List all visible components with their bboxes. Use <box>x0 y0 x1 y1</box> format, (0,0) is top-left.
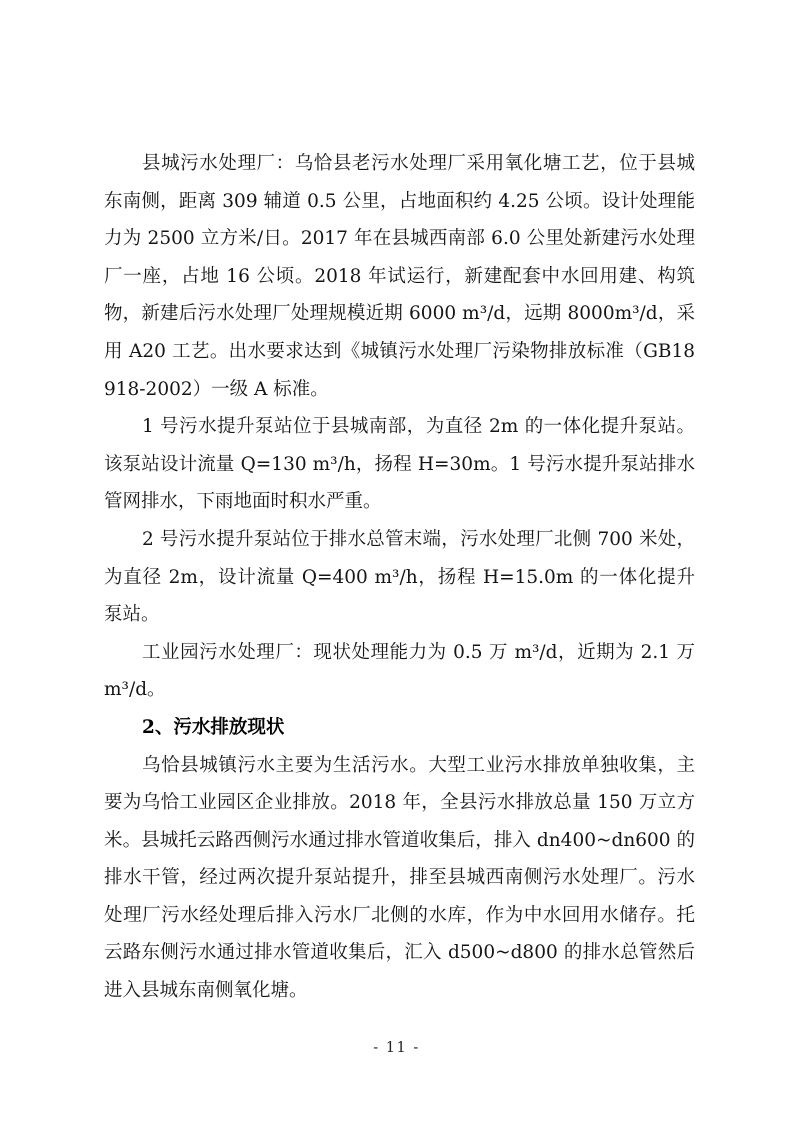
paragraph-industrial-park-wwtp: 工业园污水处理厂：现状处理能力为 0.5 万 m³/d，近期为 2.1 万 m³/d。 <box>104 641 695 701</box>
paragraph-pump-station-1: 1 号污水提升泵站位于县城南部，为直径 2m 的一体化提升泵站。该泵站设计流量 Q=130 m³/h，扬程 H=30m。1 号污水提升泵站排水管网排水，下雨地面时积水严重。 <box>104 416 695 513</box>
paragraph-sewage-discharge-status: 乌恰县城镇污水主要为生活污水。大型工业污水排放单独收集，主要为乌恰工业园区企业排放。2018 年，全县污水排放总量 150 万立方米。县城托云路西侧污水通过排水管道收集后，排入 dn400~dn600 的排水干管，经过两次提升泵站提升，排至县城西南侧污水处理厂。污水处理厂污水经处理后排入污水厂北侧的水库，作为中水回用水储存。托云路东侧污水通过排水管道收集后，汇入 d500~d800 的排水总管然后进入县城东南侧氧化塘。 <box>104 754 695 1002</box>
paragraph-pump-station-2: 2 号污水提升泵站位于排水总管末端，污水处理厂北侧 700 米处，为直径 2m，设计流量 Q=400 m³/h，扬程 H=15.0m 的一体化提升泵站。 <box>104 528 695 626</box>
paragraph-county-wwtp: 县城污水处理厂：乌恰县老污水处理厂采用氧化塘工艺，位于县城东南侧，距离 309 辅道 0.5 公里，占地面积约 4.25 公顷。设计处理能力为 2500 立方米/日。2017 年在县城西南部 6.0 公里处新建污水处理厂一座，占地 16 公顷。2018 年试运行，新建配套中水回用建、构筑物，新建后污水处理厂处理规模近期 6000 m³/d，远期 8000m³/d，采用 A20 工艺。出水要求达到《城镇污水处理厂污染物排放标准（GB18918-2002）一级 A 标准。 <box>104 153 695 400</box>
section-heading-sewage-discharge-status: 2、污水排放现状 <box>142 716 285 738</box>
page-number: - 11 - <box>373 1040 420 1056</box>
page-body <box>104 145 695 1010</box>
